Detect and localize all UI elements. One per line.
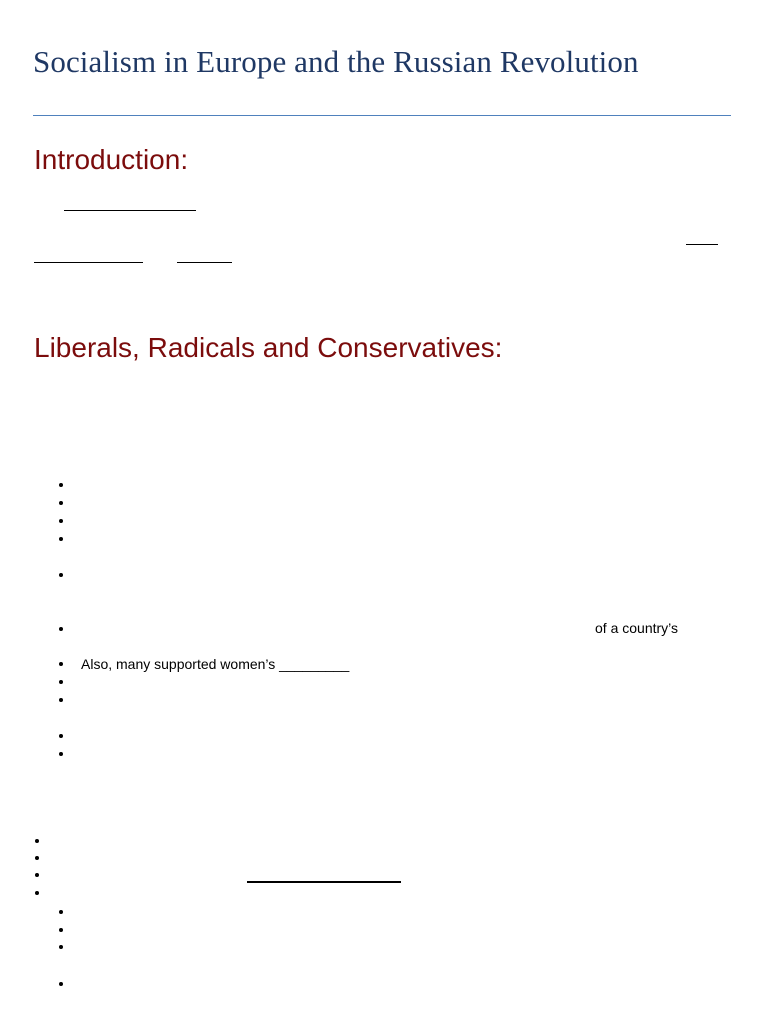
- list-bullet: [59, 698, 63, 702]
- list-bullet: [59, 734, 63, 738]
- list-bullet: [59, 680, 63, 684]
- document-title: Socialism in Europe and the Russian Revolution: [33, 44, 639, 79]
- list-bullet: [59, 982, 63, 986]
- list-bullet: [59, 573, 63, 577]
- list-bullet: [59, 928, 63, 932]
- list-bullet: [59, 483, 63, 487]
- fill-in-blank: [177, 262, 232, 263]
- section-heading-liberals-radicals-conservatives: Liberals, Radicals and Conservatives:: [34, 332, 503, 363]
- fill-in-blank: [34, 262, 143, 263]
- fill-in-blank: [64, 210, 196, 211]
- list-bullet: [35, 891, 39, 895]
- text-fragment: of a country’s: [595, 620, 679, 636]
- list-item-text: Also, many supported women’s _________: [81, 656, 350, 672]
- title-underline-rule: [33, 115, 731, 116]
- list-bullet: [35, 839, 39, 843]
- list-bullet: [59, 501, 63, 505]
- list-bullet: [35, 856, 39, 860]
- list-bullet: [59, 910, 63, 914]
- fill-in-blank: [247, 881, 401, 883]
- list-bullet: [59, 537, 63, 541]
- list-bullet: [35, 873, 39, 877]
- list-bullet: [59, 662, 63, 666]
- list-bullet: [59, 519, 63, 523]
- fill-in-blank: [686, 244, 718, 245]
- list-bullet: [59, 752, 63, 756]
- list-bullet: [59, 627, 63, 631]
- list-bullet: [59, 945, 63, 949]
- section-heading-introduction: Introduction:: [34, 144, 189, 175]
